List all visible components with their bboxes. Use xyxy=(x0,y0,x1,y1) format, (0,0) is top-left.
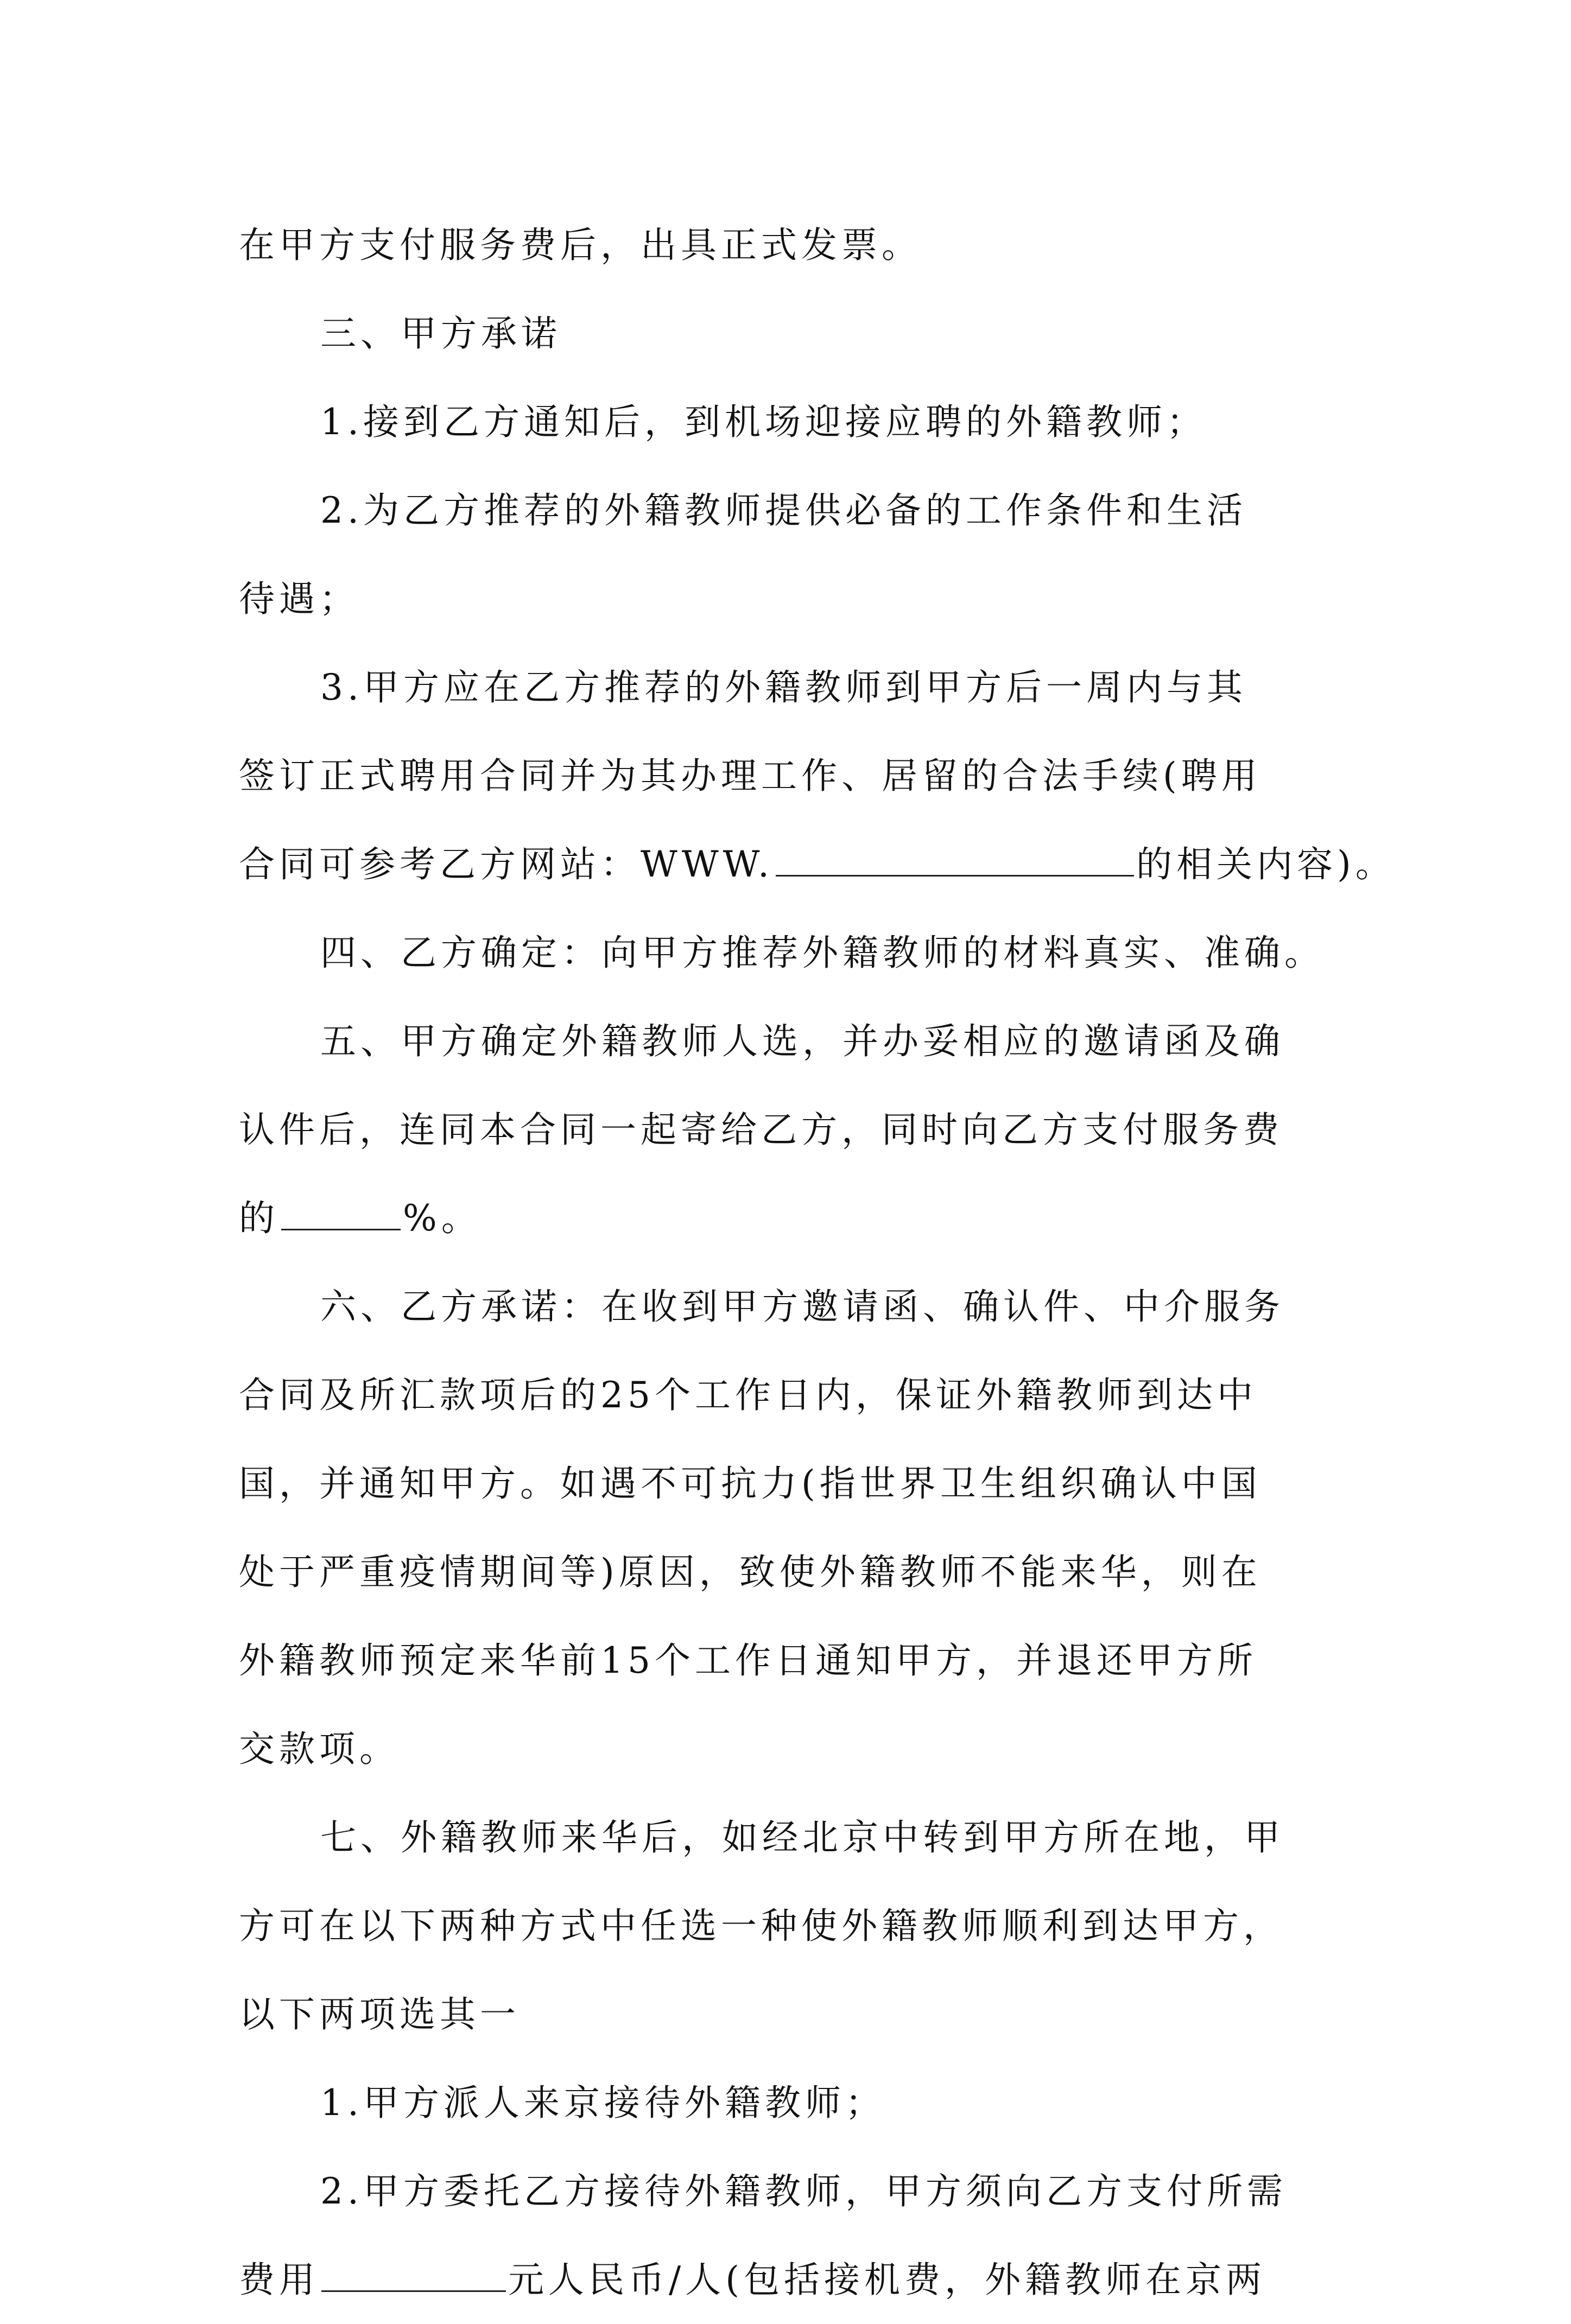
paragraph-line: 2.甲方委托乙方接待外籍教师，甲方须向乙方支付所需 xyxy=(320,2170,1287,2212)
document-body xyxy=(239,201,1395,2324)
paragraph-line-percent xyxy=(239,1174,1395,1262)
paragraph-line: 2.为乙方推荐的外籍教师提供必备的工作条件和生活 xyxy=(320,490,1247,531)
paragraph-line: 3.甲方应在乙方推荐的外籍教师到甲方后一周内与其 xyxy=(320,666,1247,708)
paragraph-line: 1.接到乙方通知后，到机场迎接应聘的外籍教师； xyxy=(320,401,1207,443)
section-heading-6: 六、乙方承诺：在收到甲方邀请函、确认件、中介服务 xyxy=(320,1286,1284,1328)
line-text: 合同可参考乙方网站：WWW. xyxy=(239,843,774,885)
line-text: 的相关内容)。 xyxy=(1136,843,1396,885)
paragraph-line-website xyxy=(239,820,1395,909)
line-text: 费用 xyxy=(239,2259,319,2301)
paragraph-line: 在甲方支付服务费后，出具正式发票。 xyxy=(239,224,922,266)
section-heading-3: 三、甲方承诺 xyxy=(320,313,561,354)
fee-blank xyxy=(321,2255,506,2292)
paragraph-line: 认件后，连同本合同一起寄给乙方，同时向乙方支付服务费 xyxy=(239,1109,1283,1151)
line-text: %。 xyxy=(403,1197,482,1239)
paragraph-line: 待遇； xyxy=(239,578,359,620)
line-text: 元人民币/人(包括接机费，外籍教师在京两 xyxy=(508,2259,1266,2301)
paragraph-line: 以下两项选其一 xyxy=(239,1993,520,2035)
line-text: 的 xyxy=(239,1197,279,1239)
paragraph-line: 合同及所汇款项后的25个工作日内，保证外籍教师到达中 xyxy=(239,1374,1257,1416)
paragraph-line: 1.甲方派人来京接待外籍教师； xyxy=(320,2082,885,2124)
website-blank xyxy=(776,839,1134,877)
section-heading-4: 四、乙方确定：向甲方推荐外籍教师的材料真实、准确。 xyxy=(320,932,1325,974)
section-heading-5: 五、甲方确定外籍教师人选，并办妥相应的邀请函及确 xyxy=(320,1020,1284,1062)
paragraph-line: 外籍教师预定来华前15个工作日通知甲方，并退还甲方所 xyxy=(239,1640,1257,1681)
percent-blank xyxy=(281,1193,401,1230)
paragraph-line: 国，并通知甲方。如遇不可抗力(指世界卫生组织确认中国 xyxy=(239,1463,1262,1504)
paragraph-line: 交款项。 xyxy=(239,1728,400,1770)
section-heading-7: 七、外籍教师来华后，如经北京中转到甲方所在地，甲 xyxy=(320,1817,1284,1858)
paragraph-line: 处于严重疫情期间等)原因，致使外籍教师不能来华，则在 xyxy=(239,1551,1262,1593)
paragraph-line: 方可在以下两种方式中任选一种使外籍教师顺利到达甲方， xyxy=(239,1905,1283,1947)
paragraph-line-fee xyxy=(239,2236,1395,2324)
paragraph-line: 签订正式聘用合同并为其办理工作、居留的合法手续(聘用 xyxy=(239,755,1262,797)
